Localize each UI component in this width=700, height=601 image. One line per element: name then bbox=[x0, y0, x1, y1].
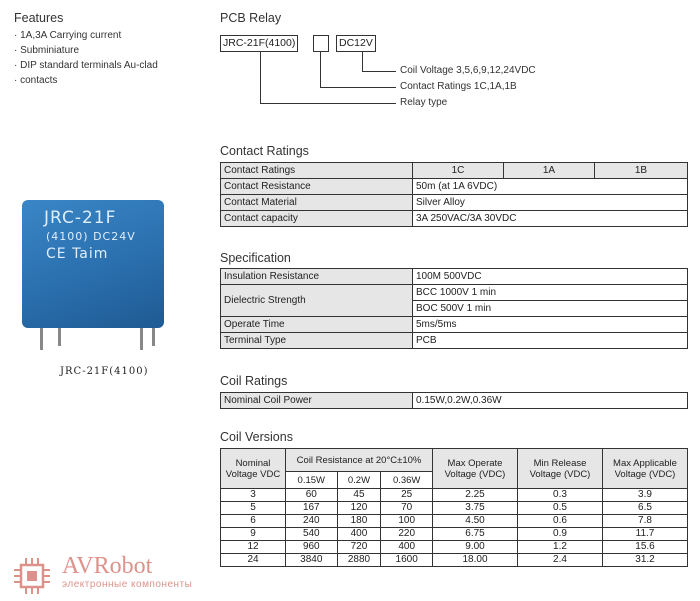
voltage-leader bbox=[362, 52, 363, 72]
table-cell-label: Contact Resistance bbox=[221, 179, 413, 195]
coil-versions-table bbox=[220, 448, 688, 567]
table-cell: 50m (at 1A 6VDC) bbox=[413, 179, 688, 195]
coil-ratings-table bbox=[220, 392, 688, 409]
table-cell: 540 bbox=[286, 528, 338, 541]
table-cell: 220 bbox=[381, 528, 433, 541]
table-row bbox=[221, 333, 688, 349]
header-max-operate: Max Operate Voltage (VDC) bbox=[433, 449, 518, 489]
table-cell: 400 bbox=[381, 541, 433, 554]
header-resistance-036w: 0.36W bbox=[381, 472, 433, 489]
table-row bbox=[221, 393, 688, 409]
table-cell: Silver Alloy bbox=[413, 195, 688, 211]
relay-caption: JRC-21F(4100) bbox=[60, 366, 149, 377]
table-cell: 2.4 bbox=[518, 554, 603, 567]
table-cell: 0.3 bbox=[518, 489, 603, 502]
table-row bbox=[221, 163, 688, 179]
table-row bbox=[221, 528, 688, 541]
relay-marking-model: JRC-21F bbox=[44, 208, 117, 228]
table-row bbox=[221, 541, 688, 554]
table-cell: 6.5 bbox=[603, 502, 688, 515]
code-box-contact bbox=[313, 35, 329, 52]
features-list bbox=[14, 28, 158, 88]
table-cell: PCB bbox=[413, 333, 688, 349]
annotation-voltage: Coil Voltage 3,5,6,9,12,24VDC bbox=[400, 65, 536, 76]
table-cell: 0.9 bbox=[518, 528, 603, 541]
table-cell: 9 bbox=[221, 528, 286, 541]
contact-ratings-table bbox=[220, 162, 688, 227]
specification-title: Specification bbox=[220, 251, 291, 265]
table-cell: 31.2 bbox=[603, 554, 688, 567]
table-cell: 25 bbox=[381, 489, 433, 502]
table-cell: 12 bbox=[221, 541, 286, 554]
table-cell: 1600 bbox=[381, 554, 433, 567]
table-cell: 1.2 bbox=[518, 541, 603, 554]
table-cell: 5ms/5ms bbox=[413, 317, 688, 333]
table-cell: 2.25 bbox=[433, 489, 518, 502]
table-row bbox=[221, 554, 688, 567]
table-cell: 1C bbox=[413, 163, 504, 179]
feature-item: · 1A,3A Carrying current bbox=[14, 30, 122, 41]
table-row bbox=[221, 515, 688, 528]
contact-ratings-title: Contact Ratings bbox=[220, 144, 309, 158]
table-header-row bbox=[221, 449, 688, 472]
table-cell: 9.00 bbox=[433, 541, 518, 554]
table-cell: 0.15W,0.2W,0.36W bbox=[413, 393, 688, 409]
table-cell-label: Contact capacity bbox=[221, 211, 413, 227]
table-cell-label: Contact Ratings bbox=[221, 163, 413, 179]
table-cell: 0.6 bbox=[518, 515, 603, 528]
table-cell: 6 bbox=[221, 515, 286, 528]
table-cell: 400 bbox=[337, 528, 381, 541]
table-cell: 960 bbox=[286, 541, 338, 554]
table-row bbox=[221, 489, 688, 502]
table-cell: 4.50 bbox=[433, 515, 518, 528]
table-cell: 2880 bbox=[337, 554, 381, 567]
features-title: Features bbox=[14, 11, 64, 25]
table-cell-label: Nominal Coil Power bbox=[221, 393, 413, 409]
watermark-subtitle: электронные компоненты bbox=[62, 579, 193, 590]
table-cell-label: Operate Time bbox=[221, 317, 413, 333]
voltage-leader-h bbox=[362, 71, 396, 72]
table-cell: 180 bbox=[337, 515, 381, 528]
code-box-voltage: DC12V bbox=[336, 35, 376, 52]
table-cell: 24 bbox=[221, 554, 286, 567]
table-cell-label: Contact Material bbox=[221, 195, 413, 211]
pcb-title: PCB Relay bbox=[220, 11, 282, 25]
table-cell: 60 bbox=[286, 489, 338, 502]
relay-marking-brand: CE Taim bbox=[46, 246, 109, 262]
table-row bbox=[221, 269, 688, 285]
relay-marking-voltage: (4100) DC24V bbox=[46, 230, 136, 243]
header-resistance-02w: 0.2W bbox=[337, 472, 381, 489]
table-cell: 240 bbox=[286, 515, 338, 528]
specification-table bbox=[220, 268, 688, 349]
table-cell: 18.00 bbox=[433, 554, 518, 567]
table-cell: 100M 500VDC bbox=[413, 269, 688, 285]
feature-item: · DIP standard terminals Au-clad bbox=[14, 60, 158, 71]
header-nominal-voltage: Nominal Voltage VDC bbox=[221, 449, 286, 489]
contact-leader-h bbox=[320, 87, 396, 88]
annotation-type: Relay type bbox=[400, 97, 448, 108]
table-cell: 100 bbox=[381, 515, 433, 528]
chip-logo-icon bbox=[12, 556, 52, 596]
table-cell-label: Insulation Resistance bbox=[221, 269, 413, 285]
table-cell: 11.7 bbox=[603, 528, 688, 541]
table-cell: 3A 250VAC/3A 30VDC bbox=[413, 211, 688, 227]
table-cell-label: Terminal Type bbox=[221, 333, 413, 349]
table-cell-label: Dielectric Strength bbox=[221, 285, 413, 317]
table-cell: 6.75 bbox=[433, 528, 518, 541]
relay-body bbox=[22, 200, 164, 328]
table-cell: 45 bbox=[337, 489, 381, 502]
table-cell: 1A bbox=[504, 163, 595, 179]
table-cell: 1B bbox=[595, 163, 688, 179]
table-row bbox=[221, 195, 688, 211]
table-cell: 167 bbox=[286, 502, 338, 515]
coil-versions-title: Coil Versions bbox=[220, 430, 293, 444]
table-cell: 3.75 bbox=[433, 502, 518, 515]
table-cell: BCC 1000V 1 min bbox=[413, 285, 688, 301]
table-row bbox=[221, 502, 688, 515]
table-cell: 70 bbox=[381, 502, 433, 515]
coil-ratings-title: Coil Ratings bbox=[220, 374, 288, 388]
header-min-release: Min Release Voltage (VDC) bbox=[518, 449, 603, 489]
table-row bbox=[221, 211, 688, 227]
table-cell: 720 bbox=[337, 541, 381, 554]
table-cell: 0.5 bbox=[518, 502, 603, 515]
annotation-contact: Contact Ratings 1C,1A,1B bbox=[400, 81, 517, 92]
feature-item: · Subminiature bbox=[14, 45, 80, 56]
header-max-applicable: Max Applicable Voltage (VDC) bbox=[603, 449, 688, 489]
header-resistance-015w: 0.15W bbox=[286, 472, 338, 489]
watermark-brand: AVRobot bbox=[62, 553, 153, 579]
table-row bbox=[221, 317, 688, 333]
contact-leader bbox=[320, 52, 321, 88]
table-row bbox=[221, 179, 688, 195]
table-row bbox=[221, 285, 688, 301]
table-cell: 3840 bbox=[286, 554, 338, 567]
table-cell: 3.9 bbox=[603, 489, 688, 502]
header-coil-resistance: Coil Resistance at 20°C±10% bbox=[286, 449, 433, 472]
type-leader bbox=[260, 52, 261, 104]
coil-versions-body bbox=[221, 489, 688, 567]
table-cell: 15.6 bbox=[603, 541, 688, 554]
relay-image bbox=[22, 195, 167, 360]
table-cell: 7.8 bbox=[603, 515, 688, 528]
table-cell: 3 bbox=[221, 489, 286, 502]
feature-item: · contacts bbox=[14, 75, 58, 86]
table-cell: 5 bbox=[221, 502, 286, 515]
table-cell: 120 bbox=[337, 502, 381, 515]
type-leader-h bbox=[260, 103, 396, 104]
code-box-type: JRC-21F(4100) bbox=[220, 35, 298, 52]
table-cell: BOC 500V 1 min bbox=[413, 301, 688, 317]
